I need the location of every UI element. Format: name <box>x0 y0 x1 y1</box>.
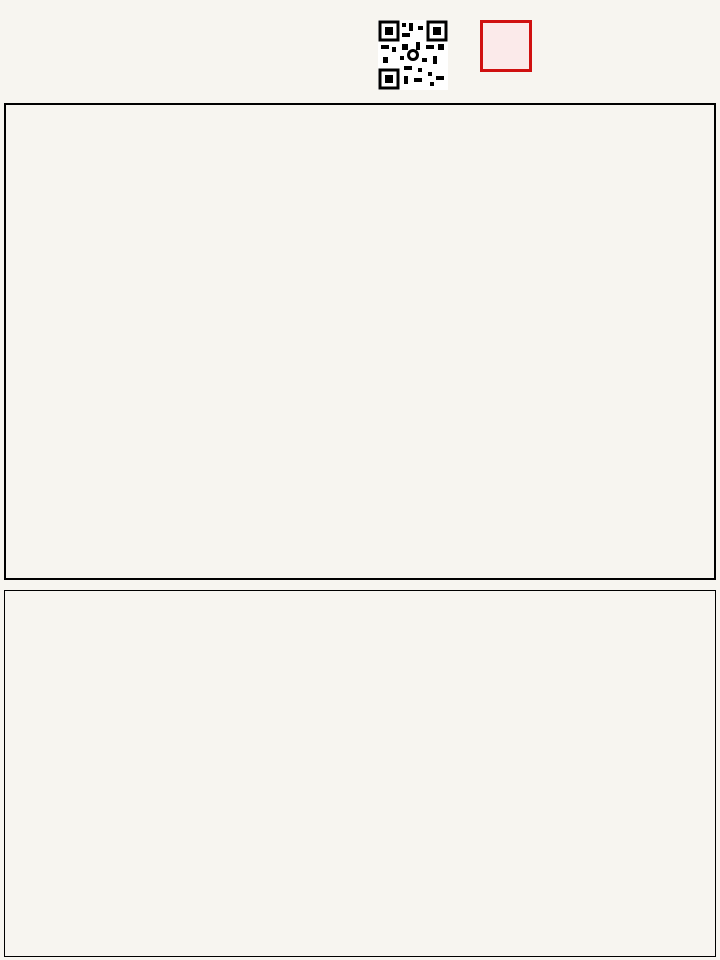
qr-code-icon[interactable] <box>378 20 448 90</box>
seal-stamp <box>480 20 532 72</box>
year-grid <box>4 590 716 957</box>
header <box>0 0 720 100</box>
chart-grid <box>4 103 716 580</box>
